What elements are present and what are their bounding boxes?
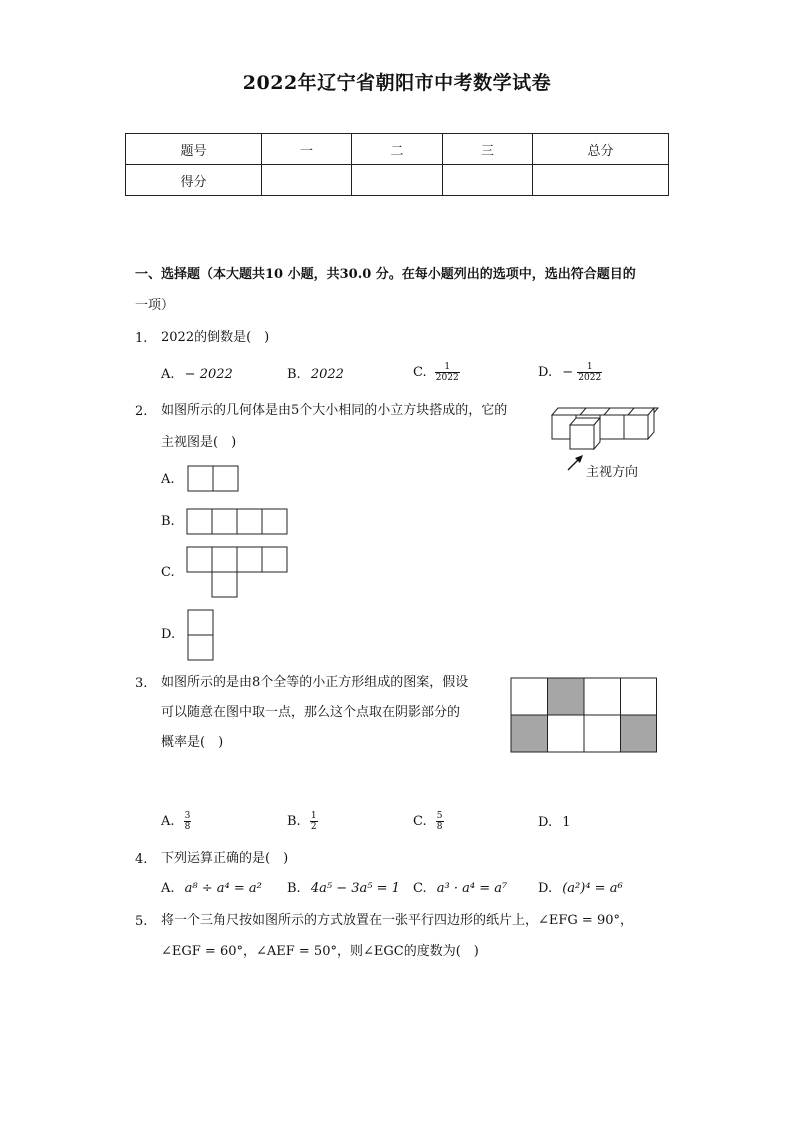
fraction xyxy=(435,362,460,383)
q3-line2: 可以随意在图中取一点，那么这个点取在阴影部分的 xyxy=(161,705,461,720)
q5-line1: 将一个三角尺按如图所示的方式放置在一张平行四边形的纸片上，∠EFG = 90°， xyxy=(161,913,633,928)
fraction-numerator: 1 xyxy=(577,362,602,373)
fraction-denominator: 8 xyxy=(436,822,443,832)
q2-line2: 主视图是( ) xyxy=(161,435,237,450)
header-cell: 三 xyxy=(443,134,533,165)
q4-option-d xyxy=(538,881,623,896)
q1-option-c xyxy=(413,362,460,383)
q3-grid-figure xyxy=(510,677,658,753)
option-letter: D. xyxy=(538,365,553,380)
q1-number: 1. xyxy=(135,331,148,346)
fraction-numerator: 1 xyxy=(435,362,460,373)
option-letter: D. xyxy=(538,815,553,830)
q4-text: 下列运算正确的是( ) xyxy=(161,851,289,866)
grid-cell-shaded xyxy=(621,715,657,752)
q3-option-a xyxy=(161,811,191,832)
cube-figure xyxy=(548,405,660,455)
option-letter: A. xyxy=(161,367,175,382)
fraction xyxy=(310,811,318,832)
grid-cell xyxy=(584,678,621,715)
q3-option-b xyxy=(287,811,318,832)
q4-option-b xyxy=(287,881,400,896)
q1-option-a xyxy=(161,367,233,382)
section-heading-line2: 一项） xyxy=(135,298,175,313)
fraction-denominator: 2 xyxy=(310,822,317,832)
q3-line1: 如图所示的是由8个全等的小正方形组成的图案，假设 xyxy=(161,675,469,690)
minus-sign: − xyxy=(562,365,574,380)
option-expression: a³ · a⁴ = a⁷ xyxy=(436,881,508,896)
score-table xyxy=(125,133,669,196)
header-cell: 一 xyxy=(262,134,352,165)
option-value: − 2022 xyxy=(184,367,233,382)
fraction-denominator: 2022 xyxy=(435,373,459,383)
q4-option-c xyxy=(413,881,507,896)
option-letter: C. xyxy=(413,365,427,380)
score-cell xyxy=(262,165,352,196)
option-value: 2022 xyxy=(310,367,344,382)
option-letter: C. xyxy=(413,881,427,896)
q3-number: 3. xyxy=(135,676,148,691)
view-direction-arrow-icon xyxy=(566,454,586,472)
q2-number: 2. xyxy=(135,404,148,419)
q3-line3: 概率是( ) xyxy=(161,735,224,750)
grid-cell xyxy=(621,678,657,715)
grid-cell-shaded xyxy=(548,678,585,715)
q5-number: 5. xyxy=(135,914,148,929)
option-value: 1 xyxy=(562,815,571,830)
score-table-header-row xyxy=(126,134,669,165)
grid-cell xyxy=(511,678,548,715)
fraction-numerator: 3 xyxy=(184,811,191,821)
option-letter: D. xyxy=(538,881,553,896)
score-cell xyxy=(533,165,669,196)
section-heading-line1: 一、选择题（本大题共10 小题，共30.0 分。在每小题列出的选项中，选出符合题目的 xyxy=(135,267,636,282)
header-cell: 总分 xyxy=(533,134,669,165)
cube-front-face xyxy=(624,415,648,439)
q1-option-b xyxy=(287,367,344,382)
score-cell xyxy=(352,165,443,196)
option-letter: A. xyxy=(161,881,175,896)
grid-cell-shaded xyxy=(511,715,548,752)
q4-option-a xyxy=(161,881,262,896)
option-letter: C. xyxy=(413,814,427,829)
header-cell: 二 xyxy=(352,134,443,165)
grid-cell xyxy=(548,715,585,752)
option-expression: a⁸ ÷ a⁴ = a² xyxy=(184,881,262,896)
q2-line1: 如图所示的几何体是由5个大小相同的小立方块搭成的，它的 xyxy=(161,403,508,418)
q2-option-b-letter: B. xyxy=(161,514,175,529)
q2-option-b-figure xyxy=(186,508,290,536)
q5-line2: ∠EGF = 60°，∠AEF = 50°，则∠EGC的度数为( ) xyxy=(161,944,479,959)
fraction-numerator: 1 xyxy=(310,811,317,821)
option-letter: B. xyxy=(287,881,301,896)
q2-option-c-figure xyxy=(186,546,290,599)
fraction xyxy=(184,811,192,832)
q3-option-c xyxy=(413,811,444,832)
cube-front-face xyxy=(600,415,624,439)
q4-number: 4. xyxy=(135,852,148,867)
grid-cell xyxy=(584,715,621,752)
view-direction-label: 主视方向 xyxy=(586,465,639,480)
fraction xyxy=(577,362,602,383)
option-expression: 4a⁵ − 3a⁵ = 1 xyxy=(310,881,400,896)
front-cube-front-face xyxy=(570,425,594,449)
q2-option-c-letter: C. xyxy=(161,565,175,580)
page-title: 2022年辽宁省朝阳市中考数学试卷 xyxy=(242,72,552,94)
q2-option-a-letter: A. xyxy=(161,472,175,487)
q2-option-d-figure xyxy=(187,609,217,663)
score-table-score-row xyxy=(126,165,669,196)
q1-option-d xyxy=(538,362,602,383)
q3-option-d xyxy=(538,815,571,830)
score-cell xyxy=(443,165,533,196)
q2-option-d-letter: D. xyxy=(161,627,176,642)
option-letter: B. xyxy=(287,814,301,829)
option-letter: A. xyxy=(161,814,175,829)
header-cell: 题号 xyxy=(126,134,262,165)
fraction-numerator: 5 xyxy=(436,811,443,821)
fraction-denominator: 8 xyxy=(184,822,191,832)
q1-text: 2022的倒数是( ) xyxy=(161,330,270,345)
option-letter: B. xyxy=(287,367,301,382)
fraction xyxy=(436,811,444,832)
fraction-denominator: 2022 xyxy=(578,373,602,383)
row-label: 得分 xyxy=(126,165,262,196)
option-expression: (a²)⁴ = a⁶ xyxy=(562,881,623,896)
q2-option-a-figure xyxy=(187,465,241,493)
